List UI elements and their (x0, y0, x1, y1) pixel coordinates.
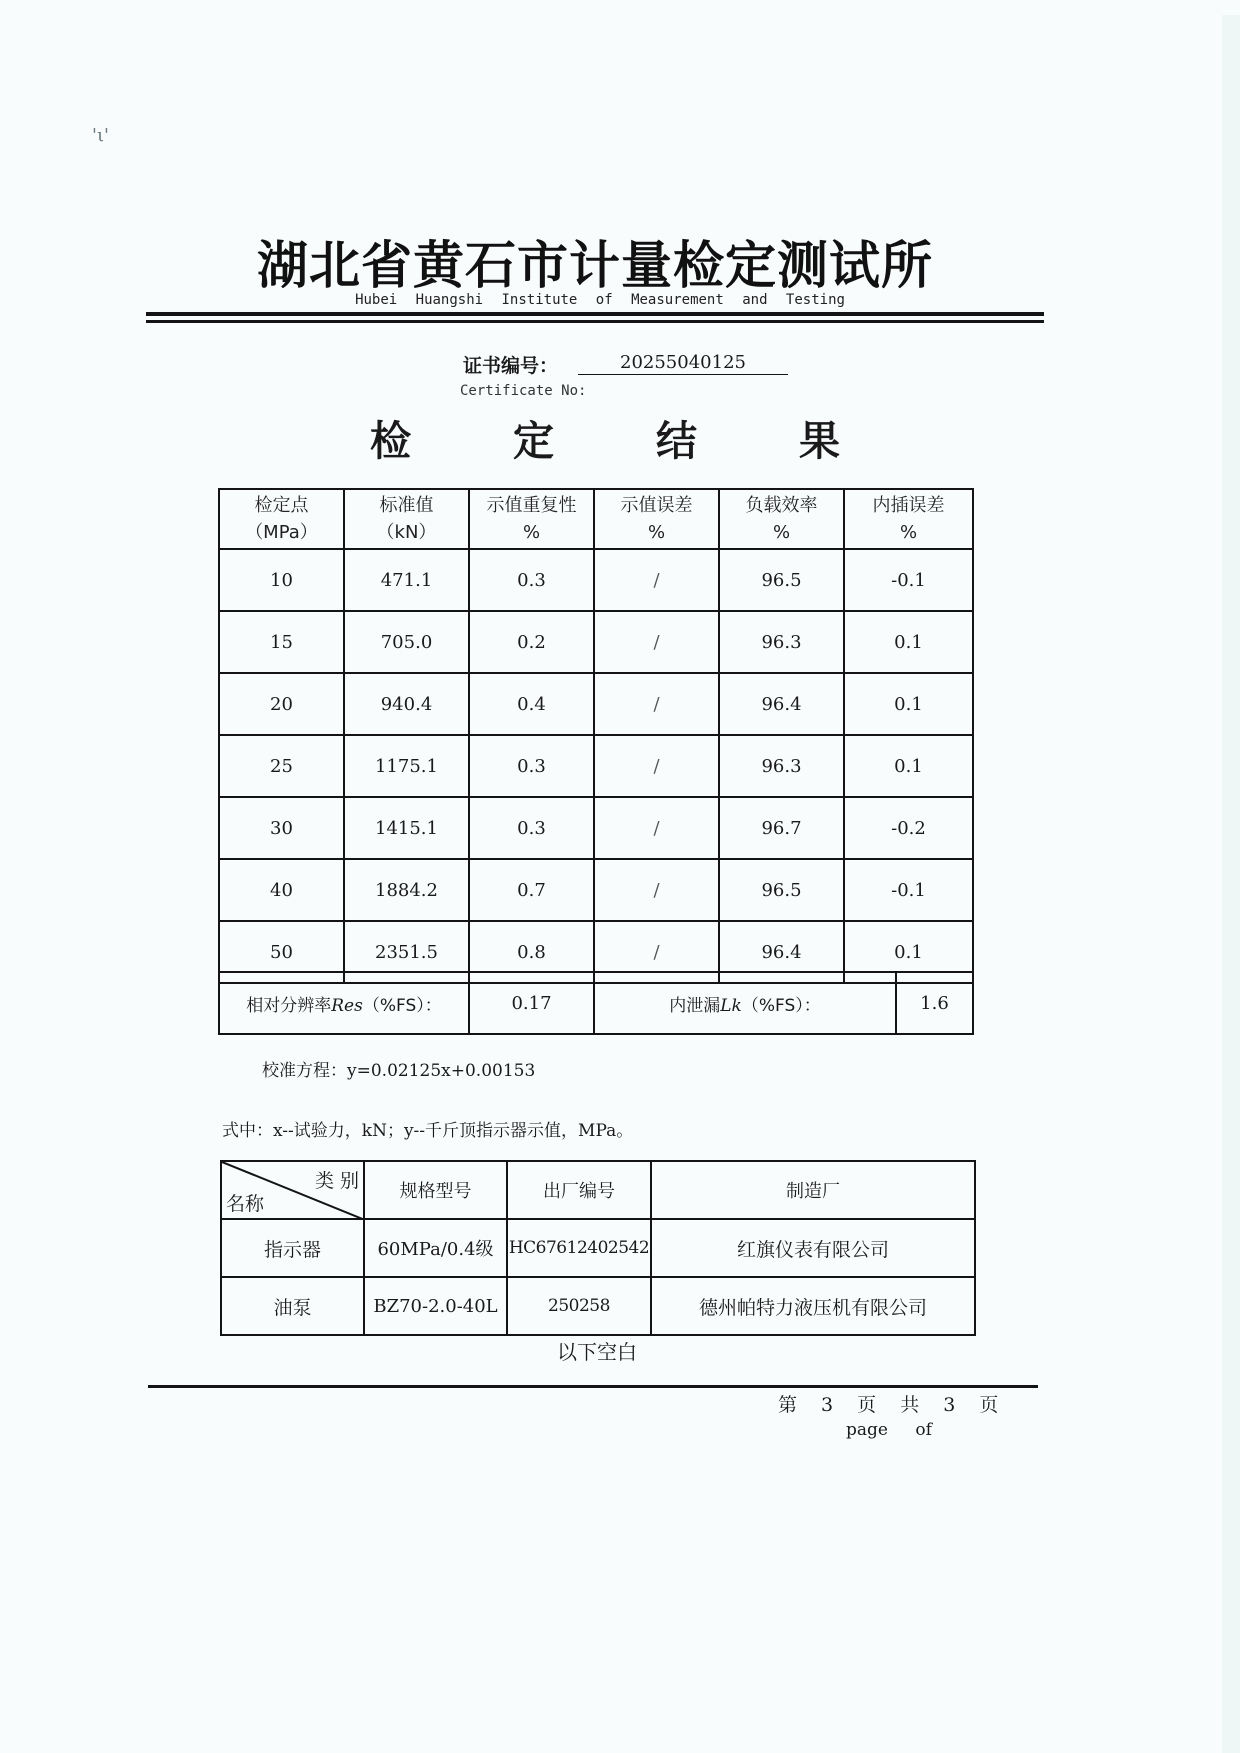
summary-row (219, 972, 973, 1034)
leakage-value: 1.6 (896, 972, 973, 1034)
table-row (221, 1277, 975, 1335)
cell-repeatability: 0.4 (469, 673, 594, 735)
equipment-name: 指示器 (221, 1219, 364, 1277)
cell-efficiency: 96.5 (719, 549, 844, 611)
header-cell: 标准值 （kN） (344, 489, 469, 549)
cell-error: / (594, 673, 719, 735)
header-rule-thin (146, 320, 1044, 323)
cell-point: 40 (219, 859, 344, 921)
equipment-serial: HC67612402542 (507, 1219, 651, 1277)
calibration-equation: 校准方程：y=0.02125x+0.00153 (262, 1061, 536, 1081)
cell-interp-error: 0.1 (844, 921, 973, 983)
cell-point: 15 (219, 611, 344, 673)
cell-point: 30 (219, 797, 344, 859)
calibration-note: 式中：x--试验力，kN；y--千斤顶指示器示值，MPa。 (222, 1121, 634, 1141)
cell-standard: 2351.5 (344, 921, 469, 983)
cell-error: / (594, 735, 719, 797)
cell-interp-error: -0.1 (844, 859, 973, 921)
header-cell: 示值重复性 % (469, 489, 594, 549)
certificate-underline (578, 374, 788, 375)
page-number-en: page of (846, 1420, 932, 1440)
section-title-char: 定 (513, 417, 554, 465)
corner-name: 名称 (226, 1193, 265, 1215)
page-number-cn: 第 3 页 共 3 页 (778, 1394, 1003, 1416)
equipment-model: BZ70-2.0-40L (364, 1277, 507, 1335)
header-cell: 规格型号 (364, 1161, 507, 1219)
cell-standard: 1884.2 (344, 859, 469, 921)
cell-interp-error: 0.1 (844, 735, 973, 797)
table-row (219, 611, 973, 673)
results-header-row (219, 489, 973, 549)
certificate-number: 20255040125 (620, 352, 746, 373)
table-row (219, 797, 973, 859)
section-title-char: 结 (656, 417, 697, 465)
header-rule-thick (146, 312, 1044, 316)
cell-interp-error: -0.1 (844, 549, 973, 611)
org-name-cn: 湖北省黄石市计量检定测试所 (256, 237, 933, 296)
blank-below-note: 以下空白 (557, 1340, 637, 1364)
cell-point: 50 (219, 921, 344, 983)
cell-error: / (594, 611, 719, 673)
header-cell: 制造厂 (651, 1161, 975, 1219)
cell-error: / (594, 921, 719, 983)
cell-efficiency: 96.3 (719, 735, 844, 797)
section-title (370, 408, 840, 467)
cell-efficiency: 96.3 (719, 611, 844, 673)
cell-efficiency: 96.4 (719, 921, 844, 983)
cell-error: / (594, 549, 719, 611)
equipment-table (220, 1160, 976, 1336)
table-row (219, 859, 973, 921)
scan-edge-band (1222, 15, 1240, 1753)
table-row (219, 549, 973, 611)
cell-interp-error: -0.2 (844, 797, 973, 859)
diagonal-header-cell (221, 1161, 364, 1219)
table-row (219, 673, 973, 735)
section-title-char: 检 (370, 417, 411, 465)
leakage-label: 内泄漏Lk（%FS）： (594, 972, 896, 1034)
cell-standard: 940.4 (344, 673, 469, 735)
table-row (219, 735, 973, 797)
cell-repeatability: 0.2 (469, 611, 594, 673)
equipment-header-row (221, 1161, 975, 1219)
results-table (218, 488, 974, 984)
header-cell: 示值误差 % (594, 489, 719, 549)
cell-point: 10 (219, 549, 344, 611)
cell-efficiency: 96.5 (719, 859, 844, 921)
equipment-serial: 250258 (507, 1277, 651, 1335)
equipment-manufacturer: 红旗仪表有限公司 (651, 1219, 975, 1277)
certificate-label-en: Certificate No: (460, 383, 587, 399)
cell-standard: 1415.1 (344, 797, 469, 859)
cell-efficiency: 96.4 (719, 673, 844, 735)
cell-interp-error: 0.1 (844, 673, 973, 735)
cell-point: 20 (219, 673, 344, 735)
org-name-en: Hubei Huangshi Institute of Measurement and Testing (355, 292, 845, 308)
header-cell: 出厂编号 (507, 1161, 651, 1219)
table-row (221, 1219, 975, 1277)
scan-mark: 'ι' (92, 125, 109, 146)
cell-repeatability: 0.3 (469, 549, 594, 611)
cell-interp-error: 0.1 (844, 611, 973, 673)
certificate-label: 证书编号： (463, 355, 559, 377)
footer-rule (148, 1385, 1038, 1388)
equipment-model: 60MPa/0.4级 (364, 1219, 507, 1277)
results-summary-table (218, 971, 974, 1035)
cell-efficiency: 96.7 (719, 797, 844, 859)
resolution-value: 0.17 (469, 972, 594, 1034)
header-cell: 检定点 （MPa） (219, 489, 344, 549)
cell-standard: 705.0 (344, 611, 469, 673)
cell-repeatability: 0.3 (469, 797, 594, 859)
corner-category: 类 别 (314, 1170, 359, 1192)
cell-point: 25 (219, 735, 344, 797)
cell-error: / (594, 797, 719, 859)
equipment-name: 油泵 (221, 1277, 364, 1335)
cell-standard: 471.1 (344, 549, 469, 611)
header-cell: 负载效率 % (719, 489, 844, 549)
cell-standard: 1175.1 (344, 735, 469, 797)
cell-repeatability: 0.7 (469, 859, 594, 921)
cell-error: / (594, 859, 719, 921)
header-cell: 内插误差 % (844, 489, 973, 549)
equipment-manufacturer: 德州帕特力液压机有限公司 (651, 1277, 975, 1335)
cell-repeatability: 0.8 (469, 921, 594, 983)
resolution-label: 相对分辨率Res（%FS）： (219, 972, 469, 1034)
cell-repeatability: 0.3 (469, 735, 594, 797)
section-title-char: 果 (799, 417, 840, 465)
